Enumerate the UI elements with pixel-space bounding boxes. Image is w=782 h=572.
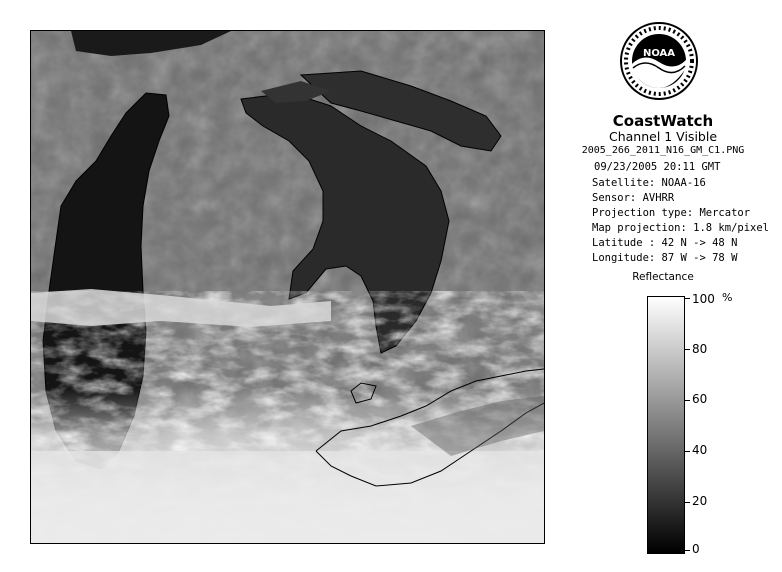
- colorbar-tick: [684, 298, 690, 299]
- satellite-image: [31, 31, 544, 543]
- colorbar-tick: [684, 349, 690, 350]
- satellite-line: Satellite: NOAA-16: [592, 177, 706, 189]
- product-title: CoastWatch: [612, 112, 714, 130]
- colorbar-tick: [684, 400, 690, 401]
- sensor-line: Sensor: AVHRR: [592, 192, 675, 204]
- colorbar-tick-label: 0: [692, 542, 700, 556]
- latitude-line: Latitude : 42 N -> 48 N: [592, 237, 738, 249]
- satellite-map: [30, 30, 545, 544]
- date-time: 09/23/2005 20:11 GMT: [594, 161, 721, 173]
- longitude-line: Longitude: 87 W -> 78 W: [592, 252, 738, 264]
- colorbar-tick-label: 40: [692, 443, 708, 457]
- channel-subtitle: Channel 1 Visible: [608, 129, 718, 144]
- projection-type-line: Projection type: Mercator: [592, 207, 751, 219]
- colorbar: [647, 296, 685, 554]
- svg-text:NOAA: NOAA: [642, 48, 676, 59]
- map-projection-line: Map projection: 1.8 km/pixel: [592, 222, 770, 234]
- colorbar-tick: [684, 451, 690, 452]
- colorbar-unit: %: [722, 291, 733, 304]
- file-name: 2005_266_2011_N16_GM_C1.PNG: [581, 145, 745, 156]
- colorbar-tick: [684, 550, 690, 551]
- noaa-logo: [619, 18, 699, 104]
- colorbar-tick: [684, 502, 690, 503]
- colorbar-tick-label: 100: [692, 292, 715, 306]
- colorbar-tick-label: 20: [692, 494, 708, 508]
- colorbar-label: Reflectance: [632, 271, 694, 283]
- colorbar-tick-label: 80: [692, 342, 708, 356]
- colorbar-tick-label: 60: [692, 392, 708, 406]
